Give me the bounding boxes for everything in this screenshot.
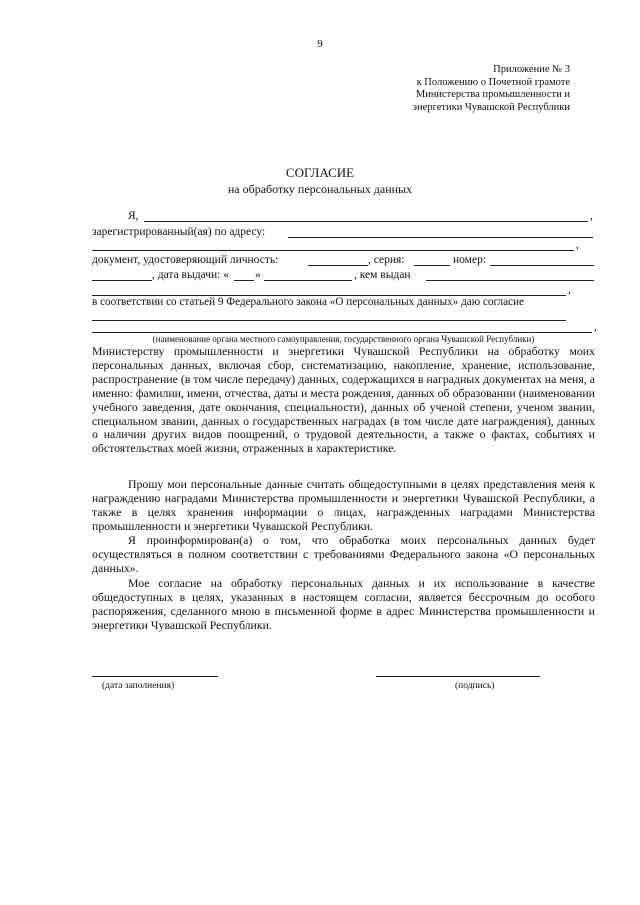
appendix-block	[413, 64, 570, 114]
comma: ,	[594, 321, 597, 333]
page-number: 9	[317, 38, 323, 50]
accordance-line: в соответствии со статьей 9 Федерального закона «О персональных данных» даю согласие	[92, 296, 524, 308]
paragraph-consent-scope: Министерству промышленности и энергетики Чувашской Республики на обработку моих персональных данных, включая сбор, систематизацию, накопление, хранение, использование, распространение (в том числе передачу) данных, содержащихся в наградных документах на меня, а именно: фамилии, имени, отчества, даты и места рождения, данных об образовании (наименовании учебного заведения, дате окончания, специальности), данных об ученой степени, ученом звании, специальном звании, данных о государственных наградах (в том числе дате награждения), данных о наличии других видов поощрений, о трудовой деятельности, а также о фактах, событиях и обстоятельствах моей жизни, отраженных в характеристике.	[92, 344, 595, 456]
document-type-field[interactable]	[308, 253, 368, 266]
appendix-line-4: энергетики Чувашской Республики	[412, 101, 570, 113]
comma: ,	[568, 284, 571, 296]
issue-month-year-field[interactable]	[264, 268, 352, 281]
address-field[interactable]	[288, 225, 593, 238]
series-label: , серия:	[368, 254, 405, 266]
issued-by-label: , кем выдан	[354, 269, 411, 281]
series-field[interactable]	[414, 253, 450, 266]
issue-day-field[interactable]	[234, 268, 254, 281]
date-signature-line[interactable]	[92, 676, 218, 677]
appendix-line-2: к Положению о Почетной грамоте	[416, 76, 570, 88]
document-label: документ, удостоверяющий личность:	[92, 254, 279, 266]
document-title: СОГЛАСИЕ	[285, 165, 355, 180]
paragraph-public-data: Прошу мои персональные данные считать общедоступными в целях представления меня к награждению наградами Министерства промышленности и энергетики Чувашской Республики, а также в целях хранения информации о лицах, награжденных наградами Министерства промышленности и энергетики Чувашской Республики.	[92, 477, 595, 533]
appendix-line-1: Приложение № 3	[493, 64, 570, 75]
date-caption: (дата заполнения)	[102, 681, 175, 691]
appendix-line-3: Министерства промышленности и	[415, 89, 570, 100]
authority-field-continued[interactable]	[92, 320, 592, 333]
signature-caption: (подпись)	[455, 681, 495, 691]
authority-caption: (наименование органа местного самоуправления, государственного органа Чувашской Республики)	[152, 334, 535, 344]
paragraph-term: Мое согласие на обработку персональных данных и их использование в качестве общедоступных в целях, указанных в настоящем согласии, является бессрочным до особого распоряжения, сделанного мною в письменной форме в адрес Министерства промышленности и энергетики Чувашской Республики.	[92, 576, 595, 632]
quote-close: »	[255, 269, 261, 281]
comma: ,	[590, 210, 593, 222]
number-field-continued[interactable]	[92, 268, 152, 281]
number-label: номер:	[453, 254, 487, 266]
fullname-field[interactable]	[144, 209, 588, 222]
i-label: Я,	[128, 210, 139, 222]
issued-by-field[interactable]	[426, 268, 594, 281]
number-field[interactable]	[490, 253, 594, 266]
comma: ,	[576, 239, 579, 251]
paragraph-informed: Я проинформирован(а) о том, что обработка моих персональных данных будет осуществляться в полном соответствии с требованиями Федерального закона «О персональных данных».	[92, 533, 595, 575]
document-title-block	[0, 165, 640, 197]
address-field-continued[interactable]	[92, 238, 574, 251]
signature-line[interactable]	[376, 676, 540, 677]
document-subtitle: на обработку персональных данных	[227, 182, 413, 196]
issue-date-label: , дата выдачи: «	[152, 269, 229, 281]
registered-label: зарегистрированный(ая) по адресу:	[92, 226, 266, 238]
